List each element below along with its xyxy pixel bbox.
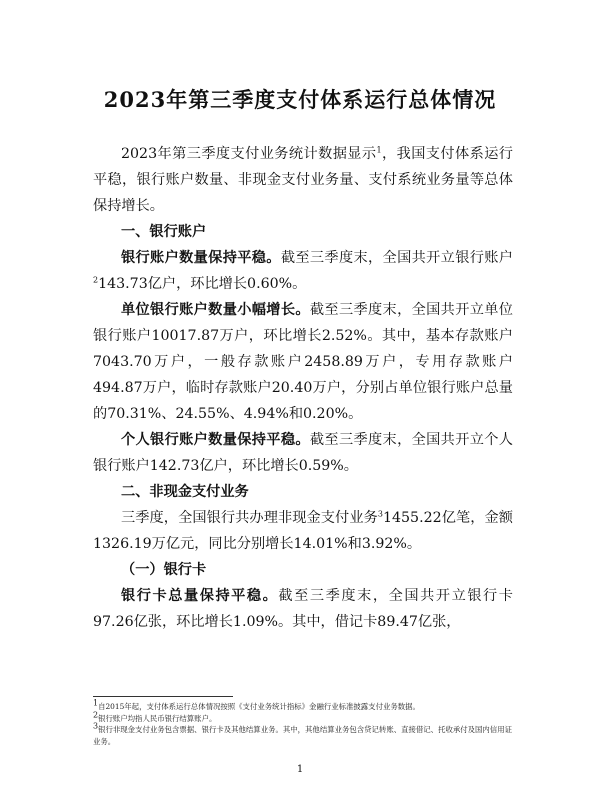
subsection-heading-bank-cards: （一）银行卡 [121,562,207,578]
footnote-3 [93,721,513,747]
footnote-number: 1 [93,698,99,708]
paragraph-text: 截至三季度末，全国共开立银行账户 [280,250,513,266]
footnote-2 [93,710,513,725]
footnote-number: 3 [93,721,99,731]
page-number: 1 [296,764,304,775]
paragraph-text-rest: 143.73亿户，环比增长0.60%。 [98,276,307,292]
footnote-text: 银行账户均指人民币银行结算账户。 [98,713,217,723]
section-heading-noncash: 二、非现金支付业务 [121,484,249,500]
footnote-divider [93,696,233,697]
document-body [93,141,513,635]
footnote-ref-2: 2 [93,275,99,285]
footnote-1 [93,698,513,713]
footnote-ref-3: 3 [377,509,383,519]
paragraph-text: 截至三季度末，全国共开立银行卡97.26亿张，环比增长1.09%。其中，借记卡89.47亿张， [93,588,513,630]
paragraph-text: 截至三季度末，全国共开立个人银行账户142.73亿户，环比增长0.59%。 [93,432,513,474]
paragraph-accounts-total [93,245,513,297]
intro-text-rest: ，我国支付体系运行平稳，银行账户数量、非现金支付业务量、支付系统业务量等总体保持增长。 [93,146,513,214]
footnote-ref-1: 1 [376,145,382,155]
footnote-text: 银行非现金支付业务包含票据、银行卡及其他结算业务。其中，其他结算业务包含贷记转账、直接借记、托收承付及国内信用证业务。 [93,725,512,746]
footnote-text: 自2015年起，支付体系运行总体情况按照《支付业务统计指标》金融行业标准披露支付业务数据。 [98,702,420,711]
paragraph-text: 三季度，全国银行共办理非现金支付业务 [121,510,378,526]
section-heading-accounts: 一、银行账户 [121,224,207,240]
paragraph-noncash [93,505,513,557]
lead-phrase: 银行账户数量保持平稳。 [121,250,281,266]
paragraph-text: 截至三季度末，全国共开立单位银行账户10017.87万户，环比增长2.52%。其中，基本存款账户7043.70万户，一般存款账户2458.89万户，专用存款账户494.87万户，临时存款账户20.40万户，分别占单位银行账户总量的70.31%、24.55%、4.94%和0.20%。 [93,302,513,422]
paragraph-bank-cards [93,583,513,635]
intro-paragraph [93,141,513,219]
footnote-number: 2 [93,710,99,720]
lead-phrase: 单位银行账户数量小幅增长。 [121,302,310,318]
paragraph-personal-accounts [93,427,513,479]
paragraph-text-rest: 1455.22亿笔，金额1326.19万亿元，同比分别增长14.01%和3.92%。 [93,510,513,552]
paragraph-unit-accounts [93,297,513,427]
lead-phrase: 个人银行账户数量保持平稳。 [121,432,310,448]
footnotes [93,698,513,747]
intro-text: 2023年第三季度支付业务统计数据显示 [121,146,377,162]
lead-phrase: 银行卡总量保持平稳。 [121,588,279,604]
document-title: 2023年第三季度支付体系运行总体情况 [103,87,497,112]
